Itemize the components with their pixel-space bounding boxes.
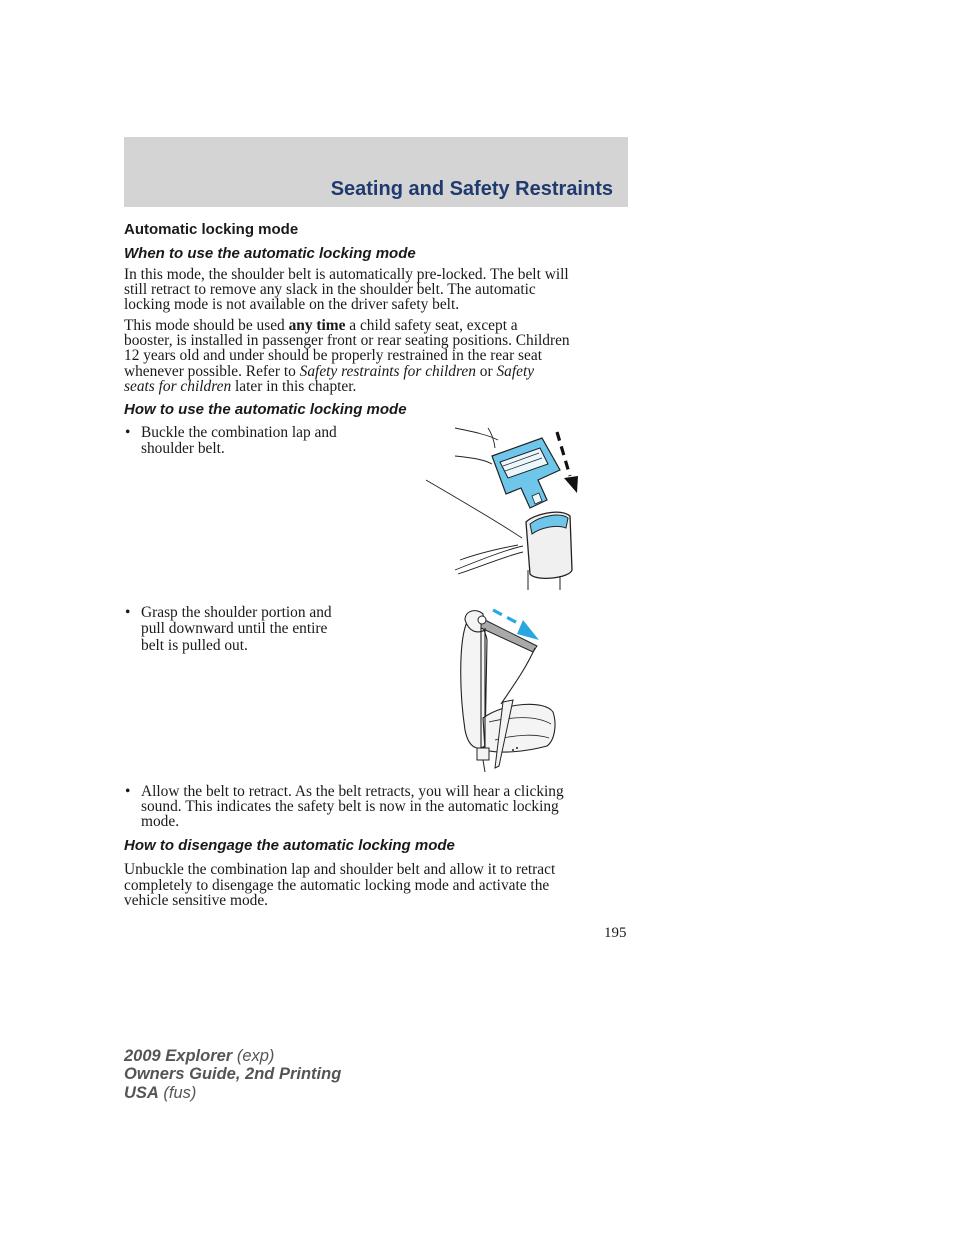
seatback	[461, 621, 487, 748]
paragraph-disengage	[124, 862, 624, 909]
subheading-disengage: How to disengage the automatic locking mode	[124, 837, 455, 854]
text-line: Allow the belt to retract. As the belt retracts, you will hear a clicking	[141, 783, 564, 800]
text-line: locking mode is not available on the driver safety belt.	[124, 296, 460, 314]
text-line: booster, is installed in passenger front or rear seating positions. Children	[124, 332, 570, 350]
text-line: 12 years old and under should be properly restrained in the rear seat	[124, 347, 542, 365]
text-line: shoulder belt.	[141, 440, 225, 458]
text-line: Grasp the shoulder portion and	[141, 604, 332, 621]
text-line: This mode should be used any time a child safety seat, except a	[124, 317, 518, 334]
paragraph-when-1	[124, 267, 624, 313]
footer	[124, 1047, 341, 1102]
subheading-when: When to use the automatic locking mode	[124, 245, 416, 262]
text-line: whenever possible. Refer to Safety restraints for children or Safety	[124, 362, 535, 380]
footer-line: 2009 Explorer (exp)	[124, 1047, 275, 1065]
text-line: Unbuckle the combination lap and shoulder belt and allow it to retract	[124, 861, 556, 878]
bullet-dot: •	[125, 604, 131, 621]
arrow-pull-icon	[517, 620, 539, 640]
text-line: completely to disengage the automatic locking mode and activate the	[124, 876, 550, 894]
text-line: still retract to remove any slack in the shoulder belt. The automatic	[124, 281, 536, 299]
page-title: Seating and Safety Restraints	[330, 178, 613, 200]
reference-safety-restraints-for-children: Safety restraints for children	[299, 362, 476, 380]
emphasis-any-time: any time	[288, 317, 346, 334]
text-line: vehicle sensitive mode.	[124, 892, 269, 909]
footer-line: USA (fus)	[124, 1083, 197, 1102]
text-line: sound. This indicates the safety belt is now in the automatic locking	[141, 798, 559, 816]
text-line: seats for children later in this chapter.	[124, 377, 357, 395]
text-line: pull downward until the entire	[141, 620, 328, 638]
text-line: belt is pulled out.	[141, 636, 248, 654]
seatbelt-buckle-illustration	[420, 420, 590, 592]
reference-safety-seats-for-children: Safety	[496, 362, 535, 380]
text-line: In this mode, the shoulder belt is automatically pre-locked. The belt will	[124, 266, 569, 283]
seat-cushion	[483, 704, 555, 752]
subheading-how: How to use the automatic locking mode	[124, 401, 407, 418]
text-line: mode.	[141, 813, 180, 831]
paragraph-when-2	[124, 318, 624, 394]
text-line: Buckle the combination lap and	[141, 424, 337, 441]
page-number: 195	[604, 925, 627, 941]
seat-shoulder-belt-illustration	[455, 600, 565, 772]
bullet-dot: •	[125, 783, 131, 800]
latch-plate	[492, 438, 560, 508]
arrow-down-icon	[564, 476, 578, 493]
footer-line: Owners Guide, 2nd Printing	[124, 1065, 342, 1084]
bullet-dot: •	[125, 424, 131, 441]
header-band	[124, 137, 628, 207]
section-title: Automatic locking mode	[124, 221, 299, 238]
